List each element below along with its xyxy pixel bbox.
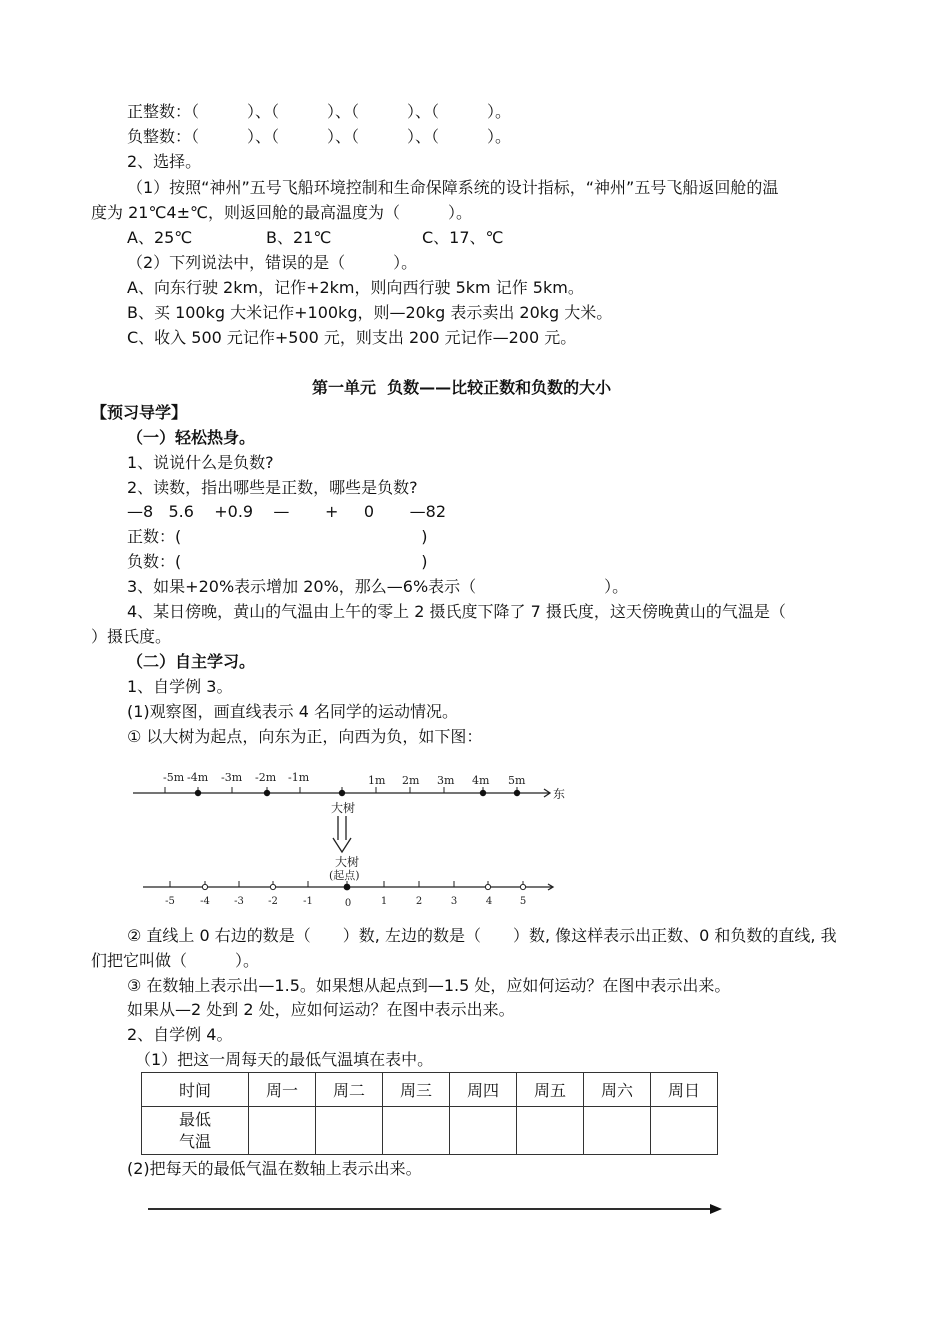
guide-heading: 【预习导学】 [91,403,188,422]
table-header-cell: 周三 [383,1073,450,1107]
top-label: -3m [221,771,243,784]
self-study-2-1: （1）把这一周每天的最低气温填在表中。 [135,1050,434,1069]
q2-2-option-b: B、买 100kg 大米记作+100kg，则—20kg 表示卖出 20kg 大米。 [127,303,613,322]
axis-label: 0 [344,898,352,909]
axis-label: -5 [165,896,175,907]
warmup-q1: 1、说说什么是负数? [127,453,274,472]
top-label: -4m [187,771,209,784]
top-label: -2m [255,771,277,784]
top-dot-minus4 [195,790,201,796]
self-study-2-2: (2)把每天的最低气温在数轴上表示出来。 [127,1159,422,1178]
q2-2-option-c: C、收入 500 元记作+500 元，则支出 200 元记作—200 元。 [127,328,577,347]
temp-cell-thu[interactable] [450,1107,517,1155]
top-label: -5m [163,771,185,784]
unit-title: 第一单元 负数——比较正数和负数的大小 [312,378,612,397]
top-dot-5 [514,790,520,796]
warmup-q3: 3、如果+20%表示增加 20%，那么—6%表示（ ）。 [127,577,629,596]
table-header-cell: 周五 [517,1073,584,1107]
top-label: -1m [288,771,310,784]
table-header-cell: 周日 [651,1073,718,1107]
axis-label: -3 [234,896,244,907]
axis-label: -2 [268,896,278,907]
top-dot-zero [339,790,345,796]
axis-label: -4 [200,896,210,907]
blank-axis-arrow [710,1204,722,1214]
self-study-1-1: (1)观察图，画直线表示 4 名同学的运动情况。 [127,702,459,721]
top-label: 2m [402,774,420,787]
temp-cell-wed[interactable] [383,1107,450,1155]
axis-origin-dot [344,884,351,891]
self-study-1-3-b: 们把它叫做（ ）。 [91,951,260,970]
self-study-2: 2、自学例 4。 [127,1025,233,1044]
temp-cell-tue[interactable] [316,1107,383,1155]
axis-label: 5 [519,896,527,907]
tree-label: 大树 [331,801,356,815]
row-label-line-2: 气温 [178,1131,211,1151]
row-label-line-1: 最低 [178,1109,211,1129]
top-line-arrow [542,789,550,797]
temp-cell-fri[interactable] [517,1107,584,1155]
warmup-q4-a: 4、某日傍晚，黄山的气温由上午的零上 2 摄氏度下降了 7 摄氏度，这天傍晚黄山的气温是（ [127,602,786,621]
top-label: 3m [437,774,455,787]
self-study-1: 1、自学例 3。 [127,677,233,696]
axis-label: -1 [303,896,313,907]
warmup-heading: （一）轻松热身。 [127,428,256,447]
tree-start-label: 大树 [335,855,360,869]
self-study-1-4: ③ 在数轴上表示出—1.5。如果想从起点到—1.5 处，应如何运动？在图中表示出来。 [127,976,731,995]
q2-heading: 2、选择。 [127,152,202,171]
table-row-label [142,1107,249,1155]
table-header-cell: 周四 [450,1073,517,1107]
q2-2-option-a: A、向东行驶 2km，记作+2km，则向西行驶 5km 记作 5km。 [127,278,584,297]
axis-point-minus4 [202,884,207,889]
warmup-q4-b: ）摄氏度。 [91,627,172,646]
positive-integers-line: 正整数：（ ）、（ ）、（ ）、（ ）。 [127,102,512,121]
table-header-cell: 周六 [584,1073,651,1107]
tree-down-arrow [333,816,351,852]
axis-label: 4 [485,896,493,907]
warmup-q2-negative: 负数：( ) [127,552,428,571]
warmup-q2-positive: 正数：( ) [127,527,428,546]
option-b: B、21℃ [266,228,332,247]
temperature-table [141,1072,718,1155]
temp-cell-sat[interactable] [584,1107,651,1155]
q2-2-line: （2）下列说法中，错误的是（ ）。 [127,253,418,272]
top-dot-4 [480,790,486,796]
table-header-cell: 周一 [249,1073,316,1107]
temp-cell-sun[interactable] [651,1107,718,1155]
negative-integers-line: 负整数：（ ）、（ ）、（ ）、（ ）。 [127,127,512,146]
top-label: 1m [368,774,386,787]
q2-1-line-a: （1）按照“神州”五号飞船环境控制和生命保障系统的设计指标，“神州”五号飞船返回舱的温 [127,178,779,197]
self-study-heading: （二）自主学习。 [127,652,256,671]
self-study-1-2: ① 以大树为起点，向东为正，向西为负，如下图： [127,727,483,746]
self-study-1-3-a: ② 直线上 0 右边的数是（ ）数, 左边的数是（ ）数, 像这样表示出正数、0 和负数的直线, 我 [127,926,837,945]
east-label: 东 [553,787,566,801]
warmup-q2: 2、读数，指出哪些是正数，哪些是负数? [127,478,418,497]
option-a: A、25℃ [127,228,193,247]
top-label: 4m [472,774,490,787]
top-label: 5m [508,774,526,787]
warmup-q2-numbers: —8 5.6 +0.9 — + 0 —82 [127,502,446,521]
table-header-cell: 时间 [142,1073,249,1107]
axis-label: 1 [380,896,388,907]
axis-point-minus2 [270,884,275,889]
bottom-axis-arrow [547,884,553,890]
temp-cell-mon[interactable] [249,1107,316,1155]
start-label: (起点) [329,869,360,882]
table-header-cell: 周二 [316,1073,383,1107]
q2-1-line-b: 度为 21℃4±℃，则返回舱的最高温度为（ ）。 [91,203,472,222]
axis-label: 3 [450,896,458,907]
axis-point-5 [520,884,525,889]
axis-point-4 [485,884,490,889]
axis-label: 2 [415,896,423,907]
self-study-1-5: 如果从—2 处到 2 处，应如何运动？在图中表示出来。 [127,1000,515,1019]
option-c: C、17、℃ [422,228,504,247]
top-dot-minus2 [264,790,270,796]
